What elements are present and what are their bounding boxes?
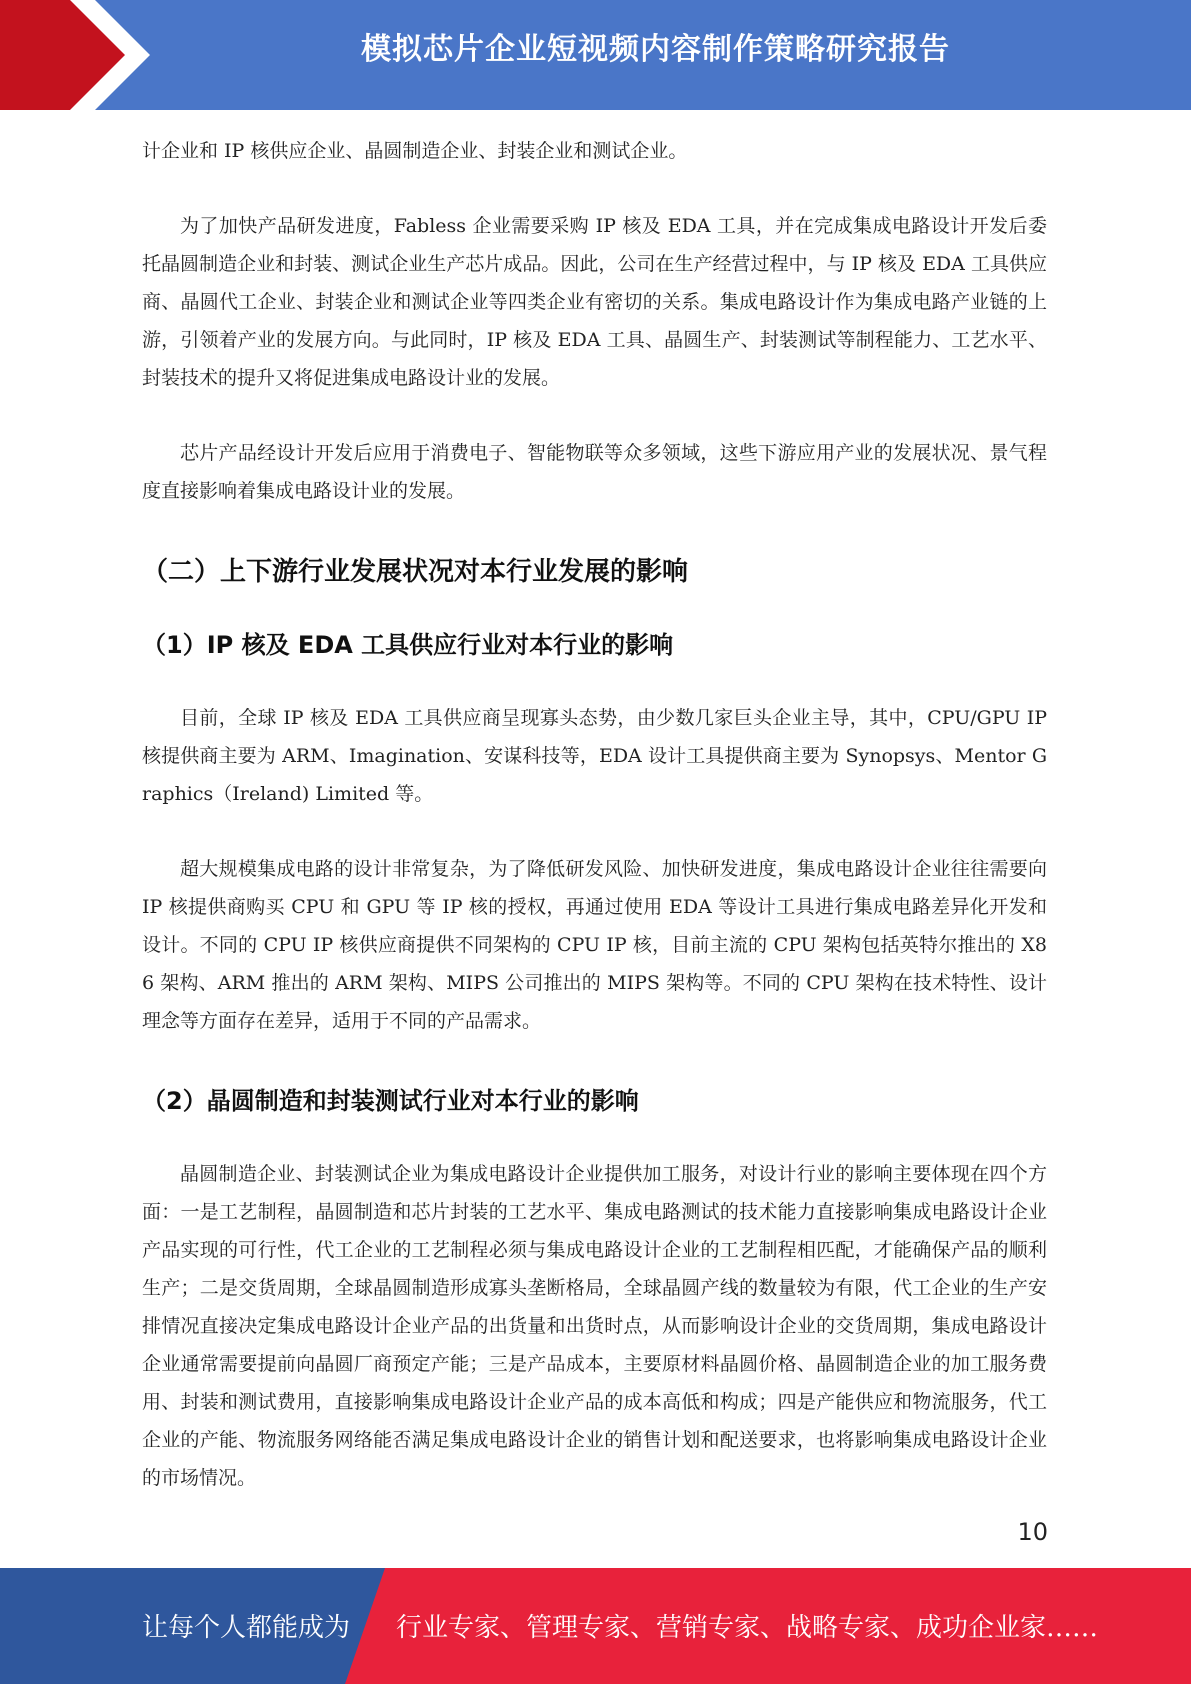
page-footer [0, 1568, 1191, 1684]
paragraph-wafer-packaging: 晶圆制造企业、封装测试企业为集成电路设计企业提供加工服务，对设计行业的影响主要体现在四个方面：一是工艺制程，晶圆制造和芯片封装的工艺水平、集成电路测试的技术能力直接影响集成电路设计企业产品实现的可行性，代工企业的工艺制程必须与集成电路设计企业的工艺制程相匹配，才能确保产品的顺利生产；二是交货周期，全球晶圆制造形成寡头垄断格局，全球晶圆产线的数量较为有限，代工企业的生产安排情况直接决定集成电路设计企业产品的出货量和出货时点，从而影响设计企业的交货周期，集成电路设计企业通常需要提前向晶圆厂商预定产能；三是产品成本，主要原材料晶圆价格、晶圆制造企业的加工服务费用、封装和测试费用，直接影响集成电路设计企业产品的成本高低和构成；四是产能供应和物流服务，代工企业的产能、物流服务网络能否满足集成电路设计企业的销售计划和配送要求，也将影响集成电路设计企业的市场情况。 [142, 1163, 1047, 1489]
paragraph-fabless: 为了加快产品研发进度，Fabless 企业需要采购 IP 核及 EDA 工具，并在完成集成电路设计开发后委托晶圆制造企业和封装、测试企业生产芯片成品。因此，公司在生产经营过程中，与 IP 核及 EDA 工具供应商、晶圆代工企业、封装企业和测试企业等四类企业有密切的关系。集成电路设计作为集成电路产业链的上游，引领着产业的发展方向。与此同时，IP 核及 EDA 工具、晶圆生产、封装测试等制程能力、工艺水平、封装技术的提升又将促进集成电路设计业的发展。 [142, 215, 1047, 389]
paragraph-downstream: 芯片产品经设计开发后应用于消费电子、智能物联等众多领域，这些下游应用产业的发展状况、景气程度直接影响着集成电路设计业的发展。 [142, 442, 1047, 502]
subsection-heading-ip-eda: （1）IP 核及 EDA 工具供应行业对本行业的影响 [142, 631, 674, 659]
paragraph-cpu-architecture: 超大规模集成电路的设计非常复杂，为了降低研发风险、加快研发进度，集成电路设计企业往往需要向 IP 核提供商购买 CPU 和 GPU 等 IP 核的授权，再通过使用 EDA 等设计工具进行集成电路差异化开发和设计。不同的 CPU IP 核供应商提供不同架构的 CPU IP 核，目前主流的 CPU 架构包括英特尔推出的 X86 架构、ARM 推出的 ARM 架构、MIPS 公司推出的 MIPS 架构等。不同的 CPU 架构在技术特性、设计理念等方面存在差异，适用于不同的产品需求。 [142, 858, 1047, 1032]
footer-slogan-left: 让每个人都能成为 [142, 1613, 351, 1643]
page-header [0, 0, 1191, 110]
footer-slogan-right: 行业专家、管理专家、营销专家、战略专家、成功企业家…… [396, 1613, 1099, 1643]
paragraph-ip-eda-vendors: 目前，全球 IP 核及 EDA 工具供应商呈现寡头态势，由少数几家巨头企业主导，其中，CPU/GPU IP 核提供商主要为 ARM、Imagination、安谋科技等，EDA 设计工具提供商主要为 Synopsys、Mentor Graphics（Ireland) Limited 等。 [142, 707, 1047, 805]
page-body [142, 132, 1047, 1534]
report-title: 模拟芯片企业短视频内容制作策略研究报告 [361, 32, 950, 67]
section-heading: （二）上下游行业发展状况对本行业发展的影响 [142, 557, 689, 587]
subsection-heading-wafer: （2）晶圆制造和封装测试行业对本行业的影响 [142, 1087, 639, 1115]
page-number: 10 [1017, 1518, 1048, 1546]
paragraph-continued: 计企业和 IP 核供应企业、晶圆制造企业、封装企业和测试企业。 [142, 140, 688, 162]
